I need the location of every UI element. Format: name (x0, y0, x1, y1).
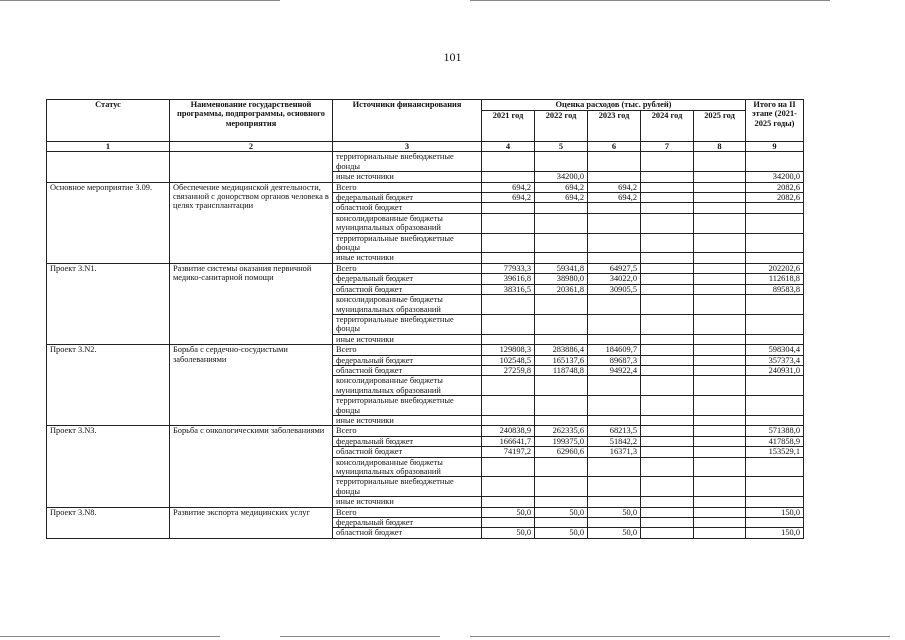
row-year-value (482, 477, 535, 497)
row-year-value: 77933,3 (482, 263, 535, 273)
row-year-value: 50,0 (588, 507, 641, 517)
row-source: федеральный бюджет (333, 436, 482, 446)
row-total-value: 2082,6 (746, 182, 804, 192)
row-year-value (535, 497, 588, 507)
row-year-value: 50,0 (482, 507, 535, 517)
row-year-value (694, 355, 746, 365)
row-year-value: 262335,6 (535, 426, 588, 436)
row-year-value (482, 213, 535, 233)
row-total-value (746, 518, 804, 528)
row-year-value (588, 203, 641, 213)
table-header (47, 100, 804, 152)
row-year-value (482, 396, 535, 416)
row-source: иные источники (333, 334, 482, 344)
row-year-value (482, 233, 535, 253)
row-year-value: 34200,0 (535, 172, 588, 182)
row-year-value: 50,0 (535, 528, 588, 538)
row-year-value (535, 295, 588, 315)
row-status: Проект 3.N1. (47, 263, 170, 344)
row-name: Борьба с сердечно-сосудистыми заболеваниями (170, 345, 333, 426)
row-year-value: 30905,5 (588, 284, 641, 294)
row-year-value: 50,0 (482, 528, 535, 538)
scan-edge-top-left (0, 0, 280, 1)
row-year-value: 50,0 (588, 528, 641, 538)
row-year-value (641, 152, 694, 172)
row-year-value (694, 447, 746, 457)
column-number: 8 (694, 142, 746, 152)
row-source: областной бюджет (333, 203, 482, 213)
row-year-value (482, 203, 535, 213)
row-year-value (588, 172, 641, 182)
row-year-value (641, 295, 694, 315)
row-source: Всего (333, 426, 482, 436)
scan-edge-bottom-left (0, 636, 220, 637)
row-year-value (588, 334, 641, 344)
table-row (47, 182, 804, 192)
table-row (47, 507, 804, 517)
row-total-value: 153529,1 (746, 447, 804, 457)
row-total-value (746, 295, 804, 315)
row-source: территориальные внебюджетные фонды (333, 314, 482, 334)
row-year-value (694, 477, 746, 497)
row-name: Развитие экспорта медицинских услуг (170, 507, 333, 538)
row-year-value (641, 528, 694, 538)
row-year-value: 20361,8 (535, 284, 588, 294)
row-year-value (694, 518, 746, 528)
row-year-value (694, 507, 746, 517)
table-row (47, 263, 804, 273)
row-source: федеральный бюджет (333, 274, 482, 284)
row-year-value (482, 497, 535, 507)
row-source: иные источники (333, 497, 482, 507)
row-year-value (694, 203, 746, 213)
row-year-value (535, 203, 588, 213)
row-year-value (694, 334, 746, 344)
row-year-value (641, 253, 694, 263)
table-body (47, 152, 804, 538)
row-year-value (588, 477, 641, 497)
row-year-value (694, 284, 746, 294)
row-year-value: 38980,0 (535, 274, 588, 284)
header-name: Наименование государственной программы, подпрограммы, основного мероприятия (170, 100, 333, 142)
row-source: Всего (333, 182, 482, 192)
row-total-value (746, 376, 804, 396)
row-total-value: 2082,6 (746, 193, 804, 203)
row-year-value (694, 314, 746, 334)
row-status: Проект 3.N3. (47, 426, 170, 507)
row-total-value: 150,0 (746, 528, 804, 538)
row-source: областной бюджет (333, 284, 482, 294)
row-year-value (641, 233, 694, 253)
column-number: 2 (170, 142, 333, 152)
row-name: Развитие системы оказания первичной медико-санитарной помощи (170, 263, 333, 344)
column-number: 1 (47, 142, 170, 152)
row-year-value: 184609,7 (588, 345, 641, 355)
scan-edge-bottom-mid (280, 636, 440, 637)
row-total-value (746, 233, 804, 253)
header-estimate: Оценка расходов (тыс. рублей) (482, 100, 746, 111)
header-total: Итого на II этапе (2021-2025 годы) (746, 100, 804, 142)
header-year: 2022 год (535, 111, 588, 142)
row-year-value (641, 507, 694, 517)
header-status: Статус (47, 100, 170, 142)
row-year-value (641, 274, 694, 284)
row-source: консолидированные бюджеты муниципальных образований (333, 295, 482, 315)
row-source: территориальные внебюджетные фонды (333, 233, 482, 253)
row-year-value: 694,2 (535, 193, 588, 203)
row-source: консолидированные бюджеты муниципальных образований (333, 376, 482, 396)
row-year-value: 39616,8 (482, 274, 535, 284)
row-year-value (641, 518, 694, 528)
row-year-value (694, 426, 746, 436)
row-year-value (641, 415, 694, 425)
row-year-value (535, 152, 588, 172)
row-year-value (641, 284, 694, 294)
table-row (47, 345, 804, 355)
row-year-value (641, 355, 694, 365)
row-year-value: 59341,8 (535, 263, 588, 273)
column-number: 3 (333, 142, 482, 152)
row-year-value (482, 314, 535, 334)
row-year-value (641, 213, 694, 233)
row-year-value (482, 172, 535, 182)
row-year-value (535, 376, 588, 396)
row-year-value (535, 253, 588, 263)
row-year-value: 694,2 (482, 182, 535, 192)
row-year-value: 694,2 (482, 193, 535, 203)
row-year-value (588, 376, 641, 396)
row-status: Основное мероприятие 3.09. (47, 182, 170, 263)
row-year-value (641, 376, 694, 396)
row-year-value: 34022,0 (588, 274, 641, 284)
row-source: консолидированные бюджеты муниципальных образований (333, 457, 482, 477)
row-year-value (641, 203, 694, 213)
row-total-value (746, 396, 804, 416)
row-year-value (694, 152, 746, 172)
row-year-value: 64927,5 (588, 263, 641, 273)
row-source: территориальные внебюджетные фонды (333, 477, 482, 497)
row-year-value: 166641,7 (482, 436, 535, 446)
row-source: областной бюджет (333, 528, 482, 538)
row-year-value: 118748,8 (535, 365, 588, 375)
row-source: федеральный бюджет (333, 193, 482, 203)
row-year-value: 102548,5 (482, 355, 535, 365)
row-year-value (482, 152, 535, 172)
row-year-value: 694,2 (535, 182, 588, 192)
page-number: 101 (443, 50, 462, 64)
row-year-value (694, 193, 746, 203)
row-year-value (535, 477, 588, 497)
row-year-value (694, 436, 746, 446)
row-year-value: 694,2 (588, 182, 641, 192)
row-source: иные источники (333, 172, 482, 182)
row-source: федеральный бюджет (333, 518, 482, 528)
row-year-value (588, 457, 641, 477)
row-source: территориальные внебюджетные фонды (333, 152, 482, 172)
row-year-value (535, 233, 588, 253)
row-year-value (482, 295, 535, 315)
row-status (47, 152, 170, 182)
row-year-value (694, 415, 746, 425)
row-year-value (588, 213, 641, 233)
row-year-value (694, 274, 746, 284)
row-year-value (641, 193, 694, 203)
row-name (170, 152, 333, 182)
row-year-value: 38316,5 (482, 284, 535, 294)
row-year-value (588, 314, 641, 334)
row-year-value (588, 233, 641, 253)
row-source: федеральный бюджет (333, 355, 482, 365)
row-year-value (641, 345, 694, 355)
row-total-value: 598304,4 (746, 345, 804, 355)
row-year-value (694, 345, 746, 355)
row-source: территориальные внебюджетные фонды (333, 396, 482, 416)
row-year-value (641, 314, 694, 334)
column-number: 9 (746, 142, 804, 152)
row-year-value (694, 497, 746, 507)
row-year-value (641, 365, 694, 375)
row-total-value: 34200,0 (746, 172, 804, 182)
column-number: 4 (482, 142, 535, 152)
column-number-row (47, 142, 804, 152)
row-source: Всего (333, 507, 482, 517)
row-total-value (746, 415, 804, 425)
row-year-value (535, 213, 588, 233)
row-year-value (694, 213, 746, 233)
row-year-value: 199375,0 (535, 436, 588, 446)
row-total-value (746, 253, 804, 263)
row-year-value (641, 263, 694, 273)
row-year-value: 129808,3 (482, 345, 535, 355)
table-row (47, 426, 804, 436)
row-status: Проект 3.N8. (47, 507, 170, 538)
row-total-value (746, 457, 804, 477)
row-total-value: 89583,8 (746, 284, 804, 294)
row-year-value (535, 334, 588, 344)
scan-edge-top-right (470, 0, 830, 1)
row-year-value: 74197,2 (482, 447, 535, 457)
row-year-value (694, 263, 746, 273)
row-year-value (641, 497, 694, 507)
row-year-value (482, 253, 535, 263)
row-year-value (694, 528, 746, 538)
row-status: Проект 3.N2. (47, 345, 170, 426)
row-total-value (746, 314, 804, 334)
row-year-value: 68213,5 (588, 426, 641, 436)
column-number: 6 (588, 142, 641, 152)
header-year: 2025 год (694, 111, 746, 142)
row-total-value (746, 213, 804, 233)
row-year-value (641, 457, 694, 477)
header-year: 2021 год (482, 111, 535, 142)
row-total-value: 571388,0 (746, 426, 804, 436)
row-year-value (588, 415, 641, 425)
row-year-value (694, 253, 746, 263)
row-year-value (588, 295, 641, 315)
column-number: 5 (535, 142, 588, 152)
row-year-value (694, 365, 746, 375)
row-year-value: 51842,2 (588, 436, 641, 446)
header-source: Источники финансирования (333, 100, 482, 142)
row-year-value (641, 436, 694, 446)
row-total-value (746, 334, 804, 344)
row-year-value: 27259,8 (482, 365, 535, 375)
header-year: 2024 год (641, 111, 694, 142)
row-year-value (694, 182, 746, 192)
row-total-value: 150,0 (746, 507, 804, 517)
row-year-value (588, 152, 641, 172)
row-total-value (746, 497, 804, 507)
header-year: 2023 год (588, 111, 641, 142)
row-source: иные источники (333, 415, 482, 425)
row-year-value (641, 172, 694, 182)
row-total-value (746, 152, 804, 172)
row-year-value (694, 457, 746, 477)
row-year-value (694, 172, 746, 182)
row-year-value (535, 518, 588, 528)
row-total-value: 357373,4 (746, 355, 804, 365)
row-year-value: 62960,6 (535, 447, 588, 457)
row-total-value (746, 203, 804, 213)
row-year-value (482, 376, 535, 396)
row-source: Всего (333, 345, 482, 355)
row-year-value (535, 396, 588, 416)
table-row (47, 152, 804, 172)
row-source: иные источники (333, 253, 482, 263)
row-year-value (641, 447, 694, 457)
row-total-value (746, 477, 804, 497)
row-source: Всего (333, 263, 482, 273)
row-year-value (641, 477, 694, 497)
row-source: областной бюджет (333, 447, 482, 457)
row-year-value: 16371,3 (588, 447, 641, 457)
row-total-value: 112618,8 (746, 274, 804, 284)
row-year-value (588, 253, 641, 263)
row-year-value: 89687,3 (588, 355, 641, 365)
row-year-value (535, 457, 588, 477)
row-year-value (482, 334, 535, 344)
row-name: Обеспечение медицинской деятельности, связанной с донорством органов человека в целях трансплантации (170, 182, 333, 263)
row-total-value: 240931,0 (746, 365, 804, 375)
scan-edge-bottom-right (470, 636, 890, 637)
row-year-value (482, 457, 535, 477)
row-year-value: 50,0 (535, 507, 588, 517)
row-year-value (641, 334, 694, 344)
row-year-value (482, 518, 535, 528)
column-number: 7 (641, 142, 694, 152)
row-year-value (641, 396, 694, 416)
row-year-value (641, 426, 694, 436)
row-source: областной бюджет (333, 365, 482, 375)
row-total-value: 202202,6 (746, 263, 804, 273)
row-year-value (641, 182, 694, 192)
row-year-value: 283886,4 (535, 345, 588, 355)
row-year-value (694, 295, 746, 315)
row-year-value (482, 415, 535, 425)
row-year-value (588, 497, 641, 507)
row-year-value (535, 415, 588, 425)
row-year-value: 240838,9 (482, 426, 535, 436)
row-name: Борьба с онкологическими заболеваниями (170, 426, 333, 507)
row-year-value (588, 396, 641, 416)
row-year-value (694, 233, 746, 253)
row-year-value (694, 376, 746, 396)
row-year-value (535, 314, 588, 334)
row-year-value (588, 518, 641, 528)
row-year-value: 94922,4 (588, 365, 641, 375)
row-year-value: 165137,6 (535, 355, 588, 365)
row-total-value: 417858,9 (746, 436, 804, 446)
row-source: консолидированные бюджеты муниципальных образований (333, 213, 482, 233)
row-year-value: 694,2 (588, 193, 641, 203)
budget-table (46, 99, 804, 539)
row-year-value (694, 396, 746, 416)
